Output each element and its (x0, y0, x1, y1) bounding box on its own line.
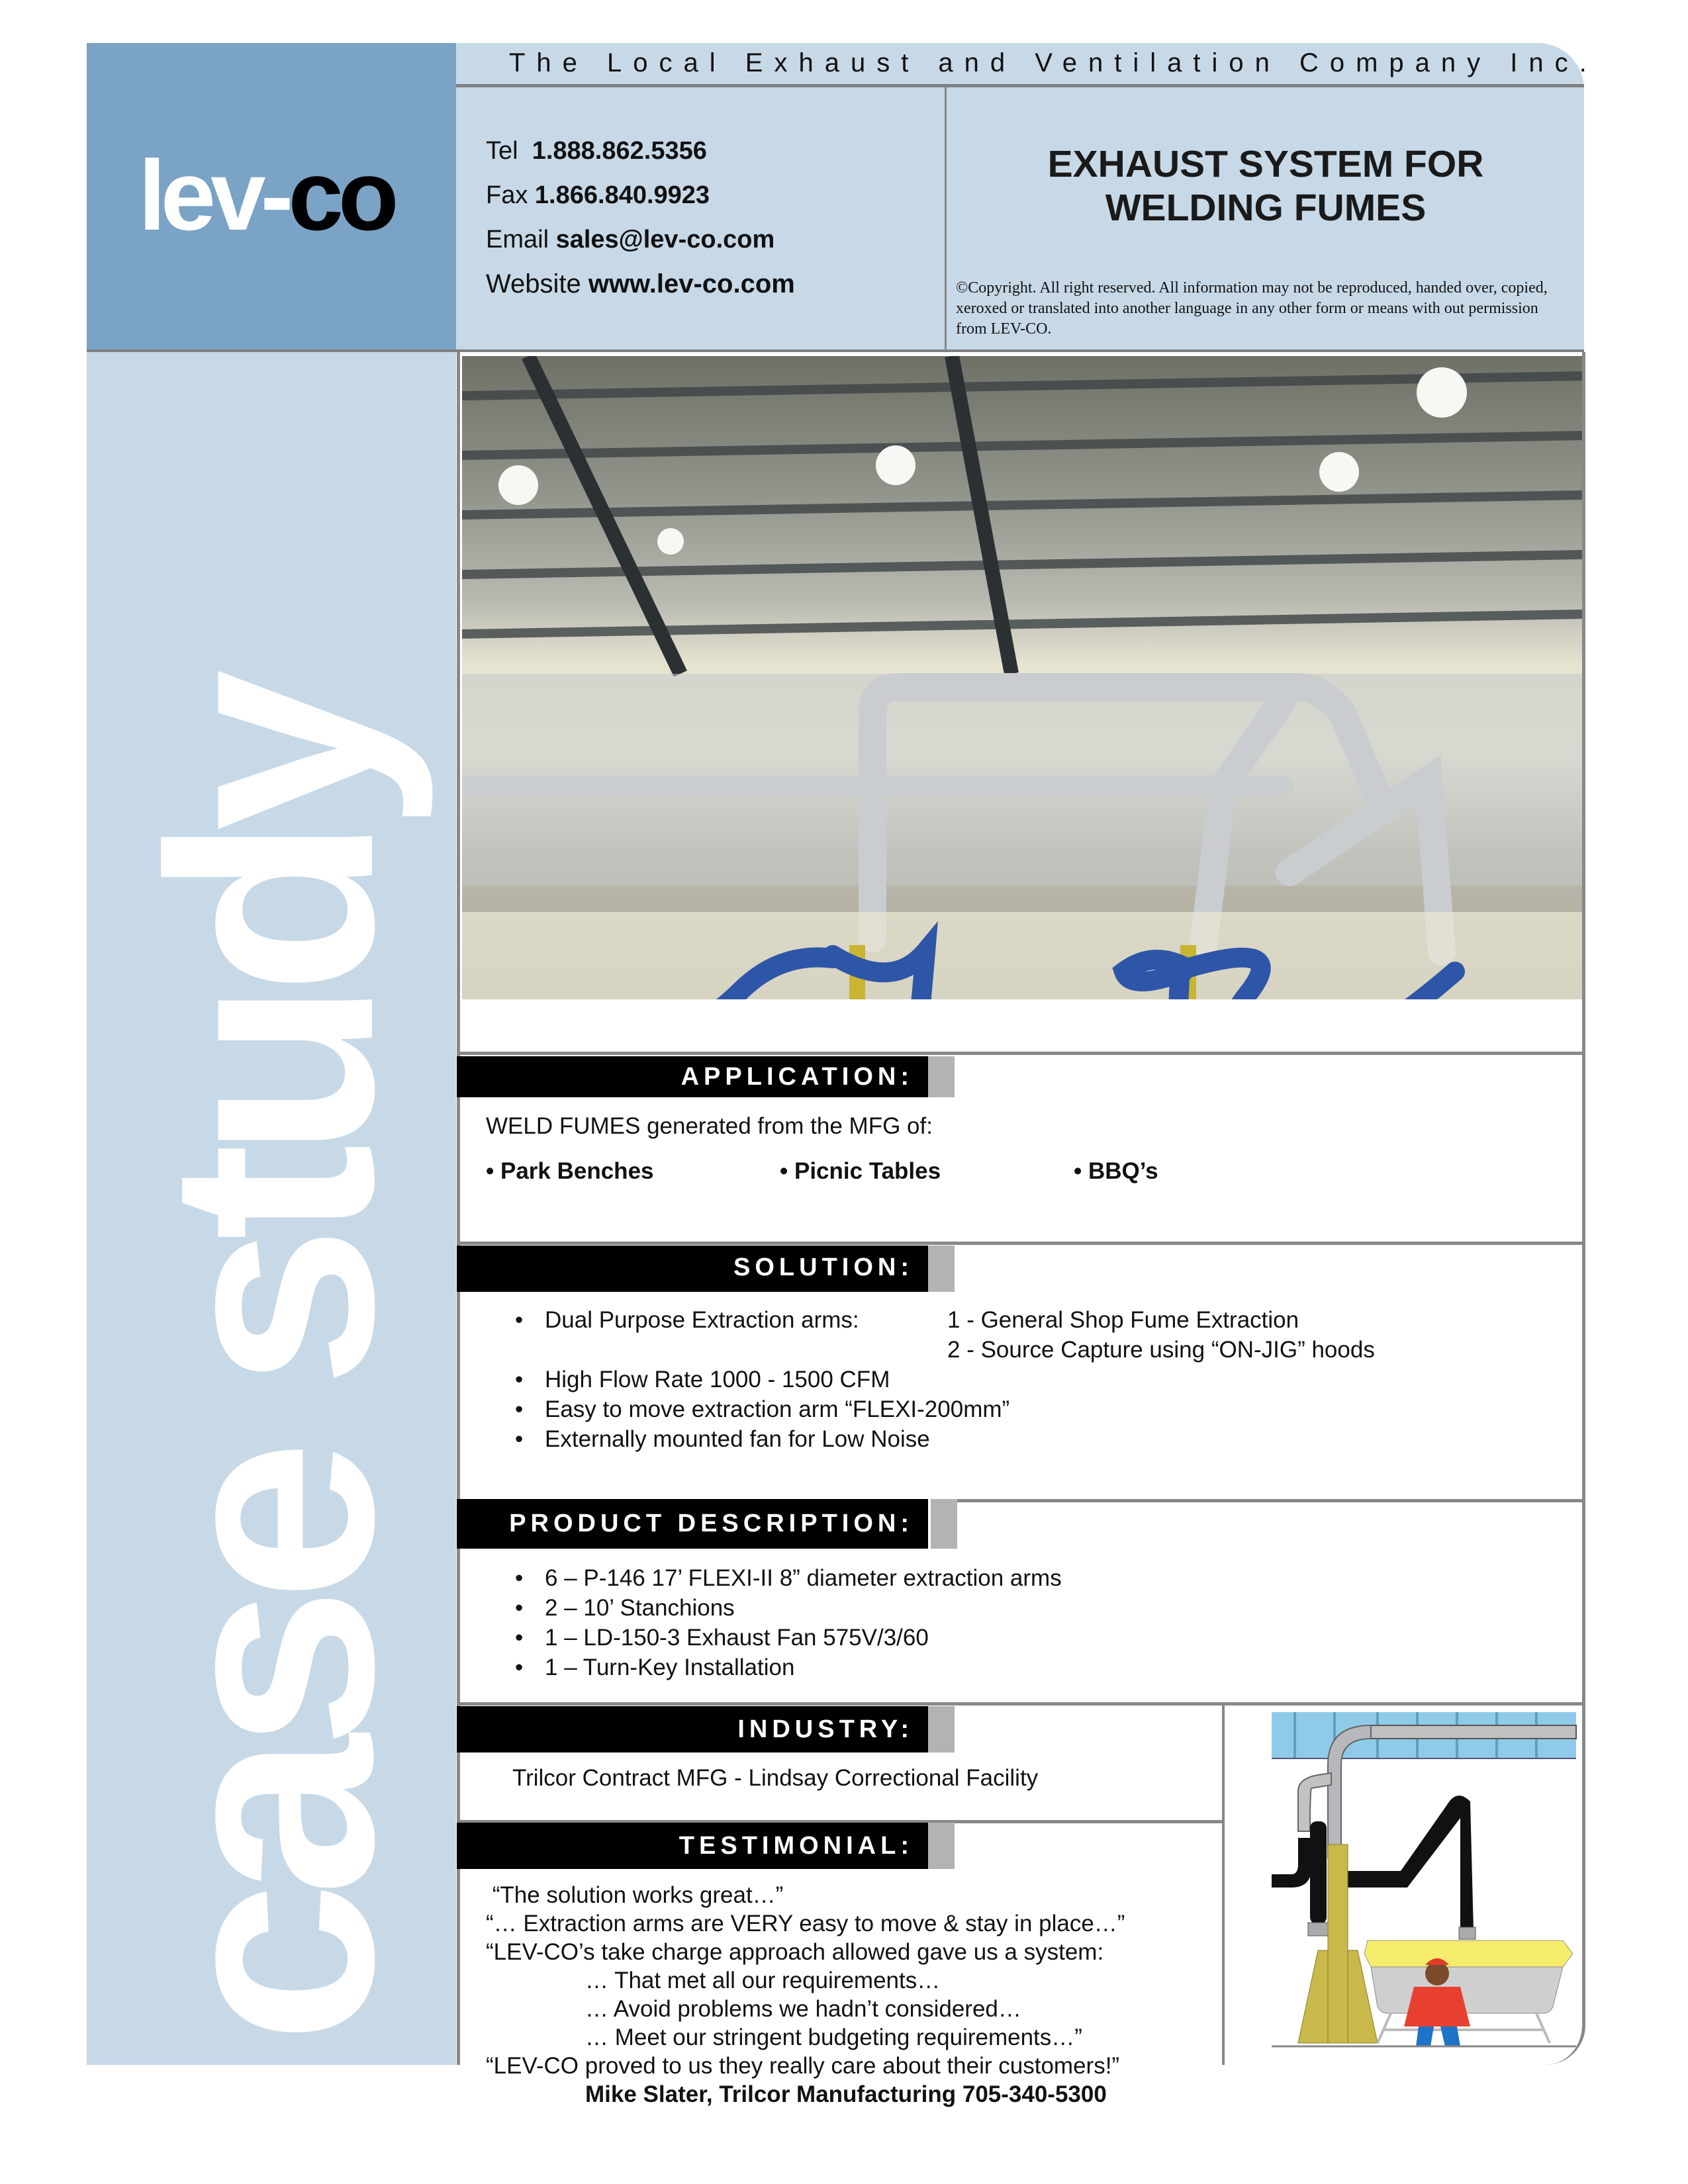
section-divider (457, 1242, 1582, 1245)
contact-email[interactable]: Email sales@lev-co.com (486, 226, 775, 253)
case-study-vertical-text: case study (109, 684, 434, 2044)
header (456, 43, 1598, 349)
solution-item-details: 1 - General Shop Fume Extraction 2 - Source Capture using “ON-JIG” hoods (947, 1307, 1375, 1363)
section-divider (457, 1052, 1582, 1055)
company-tagline: The Local Exhaust and Ventilation Company Inc. (509, 48, 1598, 77)
section-divider (457, 1702, 1582, 1706)
contact-website[interactable]: Website www.lev-co.com (486, 269, 795, 298)
section-divider (931, 1499, 1582, 1502)
application-intro: WELD FUMES generated from the MFG of: (486, 1113, 933, 1139)
testimonial-header: TESTIMONIAL: (457, 1823, 928, 1869)
industry-header-tab (928, 1706, 955, 1752)
product-list (515, 1563, 1062, 1682)
product-description-header-tab (931, 1499, 957, 1549)
header-vertical-divider (945, 87, 947, 349)
application-header-tab (928, 1056, 955, 1097)
diagram-column-divider (1222, 1706, 1225, 2065)
application-header: APPLICATION: (457, 1056, 928, 1097)
header-divider (456, 84, 1584, 87)
case-study-page (87, 43, 1598, 2107)
photo-illustration (462, 356, 1582, 999)
welding-shop-photo (462, 356, 1582, 999)
solution-item: • Dual Purpose Extraction arms: 1 - General Shop Fume Extraction 2 - Source Capture using “ON-JIG” hoods (515, 1305, 1508, 1335)
industry-header: INDUSTRY: (457, 1706, 928, 1752)
extraction-arm-diagram (1272, 1712, 1579, 2056)
main-content (457, 352, 1585, 2107)
solution-item: • Externally mounted fan for Low Noise (515, 1424, 1508, 1454)
testimonial-header-tab (928, 1823, 955, 1869)
product-item: • 6 – P-146 17’ FLEXI-II 8” diameter extraction arms (515, 1563, 1062, 1593)
solution-list (515, 1305, 1508, 1454)
contact-fax: Fax 1.866.840.9923 (486, 181, 710, 209)
application-item: • Picnic Tables (780, 1158, 941, 1184)
copyright-notice: ©Copyright. All right reserved. All information may not be reproduced, handed over, copied, xeroxed or translated into another language in any other form or means with out permission from LEV-CO. (956, 279, 1548, 338)
product-item: • 1 – Turn-Key Installation (515, 1653, 1062, 1682)
lev-co-logo: lev-co (138, 140, 394, 251)
logo-block (87, 43, 456, 349)
solution-item: • High Flow Rate 1000 - 1500 CFM (515, 1365, 1508, 1394)
contact-block (486, 129, 795, 306)
product-item: • 1 – LD-150-3 Exhaust Fan 575V/3/60 (515, 1623, 1062, 1653)
testimonial-quote: “The solution works great…” “… Extraction arms are VERY easy to move & stay in place…” “LEV-CO’s take charge approach allowed gave us a system: … That met all our requirements… … Avoid problems we hadn’t considered… … Meet our stringent budgeting requirements…” “LEV-CO proved to us they really care about their customers!” Mike Slater, Trilcor Manufacturing 705-340-5300 (486, 1882, 1125, 2107)
document-title: EXHAUST SYSTEM FOR WELDING FUMES (1047, 143, 1484, 229)
diagram-illustration (1272, 1712, 1579, 2056)
application-item: • Park Benches (486, 1158, 654, 1184)
main-left-border (457, 352, 460, 2065)
contact-tel: Tel 1.888.862.5356 (486, 137, 707, 165)
application-item: • BBQ’s (1074, 1158, 1158, 1184)
solution-header-tab (928, 1246, 955, 1292)
solution-item: • Easy to move extraction arm “FLEXI-200mm” (515, 1394, 1508, 1424)
testimonial-signature: Mike Slater, Trilcor Manufacturing 705-340-5300 (585, 2081, 1107, 2107)
product-description-header: PRODUCT DESCRIPTION: (457, 1499, 928, 1549)
industry-text: Trilcor Contract MFG - Lindsay Correctional Facility (512, 1765, 1039, 1791)
sidebar (87, 349, 456, 2065)
product-item: • 2 – 10’ Stanchions (515, 1593, 1062, 1623)
solution-header: SOLUTION: (457, 1246, 928, 1292)
